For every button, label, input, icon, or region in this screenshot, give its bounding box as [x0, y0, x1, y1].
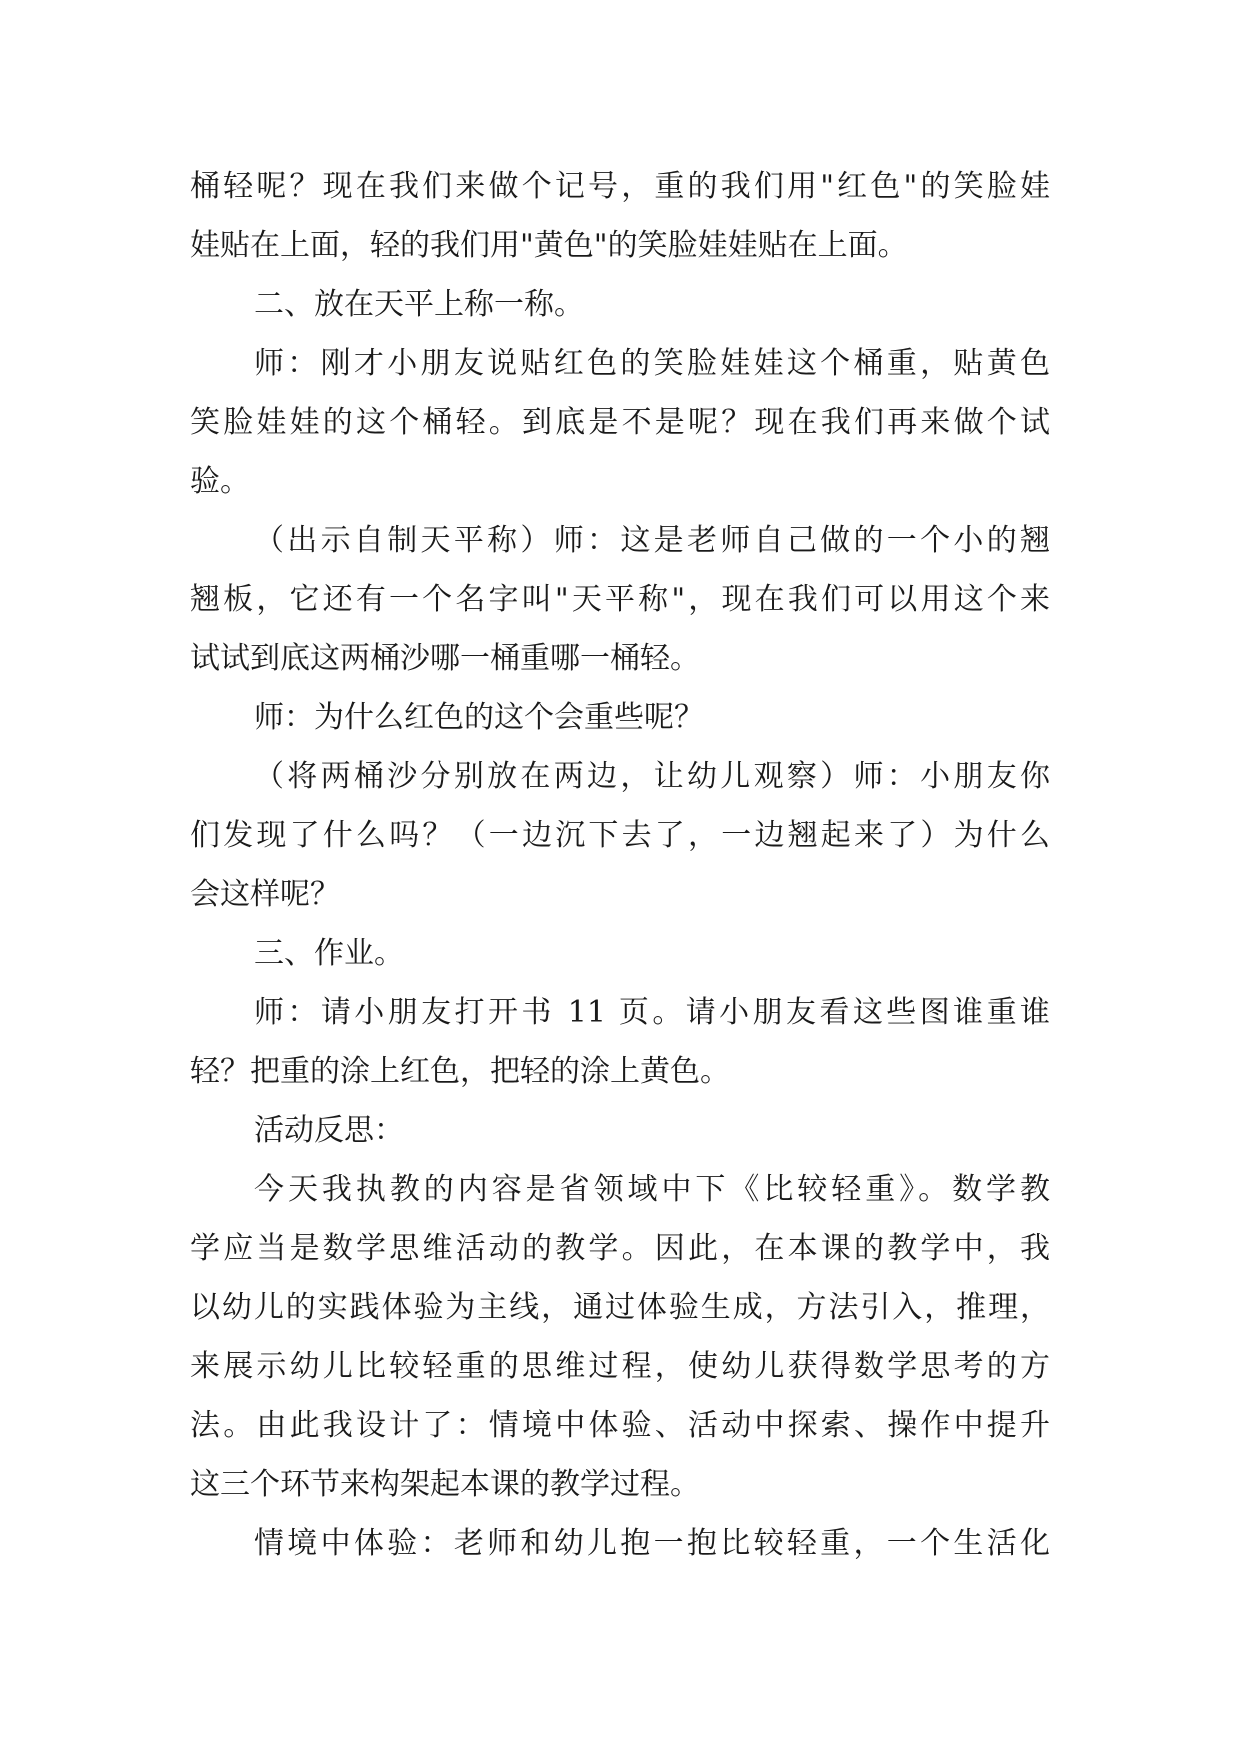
text-line: 师：为什么红色的这个会重些呢？ — [254, 700, 704, 735]
section-heading: 活动反思： — [254, 1113, 404, 1148]
text-line: （将两桶沙分别放在两边，让幼儿观察）师：小朋友你 — [254, 759, 1050, 794]
text-line: 桶轻呢？现在我们来做个记号，重的我们用"红色"的笑脸娃 — [190, 169, 1050, 204]
text-line: 验。 — [190, 464, 250, 499]
text-line: 翘板，它还有一个名字叫"天平称"，现在我们可以用这个来 — [190, 582, 1050, 617]
text-line: 来展示幼儿比较轻重的思维过程，使幼儿获得数学思考的方 — [190, 1349, 1050, 1384]
text-line: 笑脸娃娃的这个桶轻。到底是不是呢？现在我们再来做个试 — [190, 405, 1050, 440]
text-line: 师：刚才小朋友说贴红色的笑脸娃娃这个桶重，贴黄色 — [254, 346, 1050, 381]
text-line: 学应当是数学思维活动的教学。因此，在本课的教学中，我 — [190, 1231, 1050, 1266]
section-heading: 三、作业。 — [254, 936, 404, 971]
text-line: 以幼儿的实践体验为主线，通过体验生成，方法引入，推理， — [190, 1290, 1050, 1325]
text-line: 轻？把重的涂上红色，把轻的涂上黄色。 — [190, 1054, 730, 1089]
text-line: 试试到底这两桶沙哪一桶重哪一桶轻。 — [190, 641, 700, 676]
text-line: 们发现了什么吗？（一边沉下去了，一边翘起来了）为什么 — [190, 818, 1050, 853]
text-line: 法。由此我设计了：情境中体验、活动中探索、操作中提升 — [190, 1408, 1050, 1443]
document-body — [190, 157, 1050, 1573]
text-line: 会这样呢？ — [190, 877, 340, 912]
text-line: 娃贴在上面，轻的我们用"黄色"的笑脸娃娃贴在上面。 — [190, 228, 908, 263]
text-line: （出示自制天平称）师：这是老师自己做的一个小的翘 — [254, 523, 1050, 558]
text-line: 今天我执教的内容是省领域中下《比较轻重》。数学教 — [254, 1172, 1050, 1207]
text-line: 师：请小朋友打开书 11 页。请小朋友看这些图谁重谁 — [254, 995, 1050, 1030]
text-line: 情境中体验：老师和幼儿抱一抱比较轻重，一个生活化 — [254, 1526, 1050, 1561]
text-line: 这三个环节来构架起本课的教学过程。 — [190, 1467, 700, 1502]
section-heading: 二、放在天平上称一称。 — [254, 287, 584, 322]
